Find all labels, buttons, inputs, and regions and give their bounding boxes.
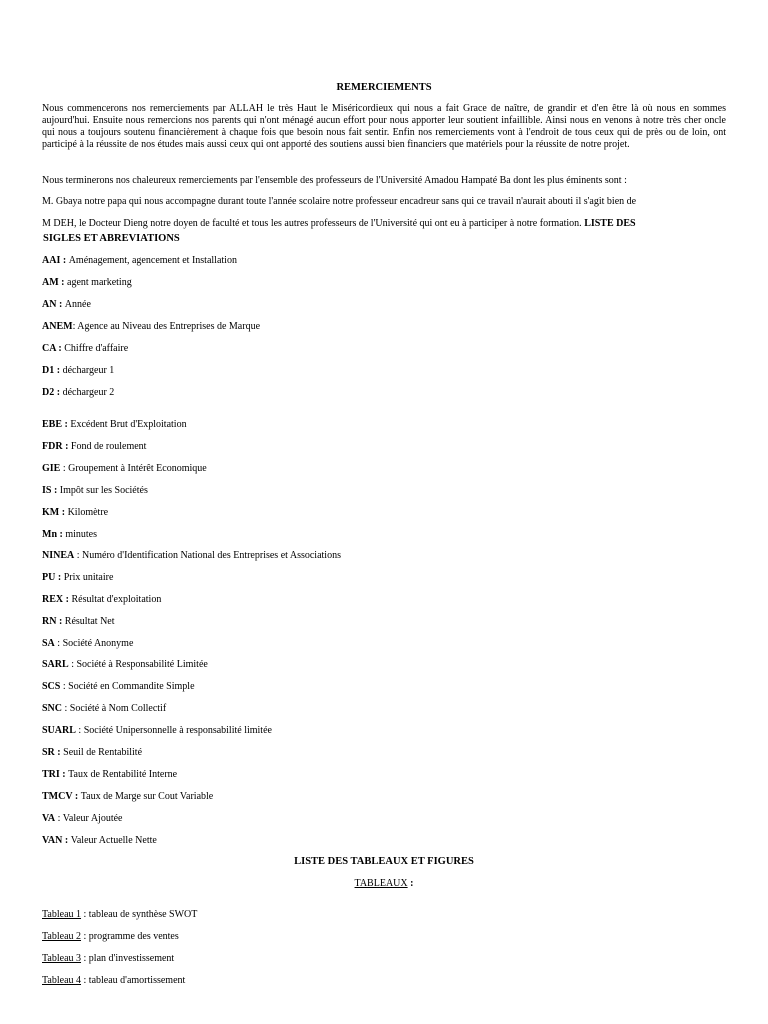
abbreviation-code: AM — [42, 277, 59, 288]
abbreviation-definition: Valeur Actuelle Nette — [70, 835, 157, 846]
abbreviation-separator: : — [60, 255, 69, 266]
abbreviation-definition: Valeur Ajoutée — [62, 813, 123, 824]
abbreviation-item — [42, 441, 146, 453]
abbreviation-item — [42, 550, 341, 562]
abbreviation-code: AAI — [42, 255, 61, 266]
abbreviation-item — [42, 616, 115, 628]
abbreviation-definition: Excédent Brut d'Exploitation — [70, 419, 187, 430]
abbreviation-item — [42, 321, 260, 333]
tableau-item — [42, 953, 174, 965]
abbreviation-item — [42, 387, 114, 399]
abbreviation-definition: Kilomètre — [67, 507, 109, 518]
abbreviation-item — [42, 419, 187, 431]
abbreviation-definition: Groupement à Intérêt Economique — [68, 463, 207, 474]
abbreviation-definition: Société en Commandite Simple — [68, 681, 195, 692]
tableau-link[interactable]: Tableau 4 — [42, 975, 82, 986]
abbreviation-separator: : — [55, 572, 64, 583]
abbreviation-separator: : — [68, 659, 77, 670]
tableau-description: : programme des ventes — [81, 931, 179, 942]
abbreviation-item — [42, 507, 108, 519]
abbreviation-code: SARL — [42, 659, 69, 670]
abbreviation-code: ANEM — [42, 321, 73, 332]
tableau-item — [42, 975, 185, 987]
abbreviation-separator: : — [62, 835, 71, 846]
abbreviation-item — [42, 638, 133, 650]
abbreviation-definition: Société Anonyme — [62, 638, 134, 649]
abbreviation-code: TRI — [42, 769, 60, 780]
abbreviation-separator: : — [54, 747, 64, 758]
abbreviation-separator: : — [54, 365, 63, 376]
abbreviation-separator: : — [62, 419, 71, 430]
abbreviation-code: SNC — [42, 703, 63, 714]
abbreviation-item — [42, 791, 213, 803]
abbreviation-definition: Fond de roulement — [70, 441, 147, 452]
abbreviation-separator: : — [60, 463, 69, 474]
abbreviation-code: NINEA — [42, 550, 75, 561]
abbreviation-separator: : — [62, 703, 70, 714]
section-heading-sigles: SIGLES ET ABREVIATIONS — [43, 233, 180, 244]
abbreviation-definition: Société à Responsabilité Limitée — [76, 659, 208, 670]
abbreviation-separator: : — [54, 638, 63, 649]
abbreviation-definition: Numéro d'Identification National des Entreprises et Associations — [82, 550, 341, 561]
tableau-link[interactable]: Tableau 1 — [42, 909, 82, 920]
abbreviation-code: REX — [42, 594, 64, 605]
abbreviation-item — [42, 255, 237, 267]
abbreviation-item — [42, 277, 132, 289]
abbreviation-code: CA — [42, 343, 56, 354]
abbreviation-code: VA — [42, 813, 56, 824]
page-title: REMERCIEMENTS — [336, 82, 432, 93]
abbreviation-code: VAN — [42, 835, 63, 846]
tableau-description: : plan d'investissement — [81, 953, 175, 964]
abbreviation-separator: : — [59, 769, 69, 780]
tableau-link[interactable]: Tableau 3 — [42, 953, 82, 964]
tableau-item — [42, 909, 197, 921]
abbreviation-definition: Société à Nom Collectif — [69, 703, 167, 714]
abbreviation-definition: déchargeur 1 — [62, 365, 115, 376]
abbreviation-code: SUARL — [42, 725, 76, 736]
abbreviation-code: GIE — [42, 463, 61, 474]
section-heading-start: LISTE DES — [584, 218, 636, 229]
abbreviation-code: AN — [42, 299, 57, 310]
abbreviation-code: PU — [42, 572, 56, 583]
abbreviation-separator: : — [55, 343, 65, 354]
tableaux-heading-label: TABLEAUX — [354, 878, 408, 889]
abbreviation-code: D1 — [42, 365, 55, 376]
abbreviation-definition: Impôt sur les Sociétés — [59, 485, 148, 496]
abbreviation-item — [42, 572, 113, 584]
abbreviation-separator: : — [72, 321, 78, 332]
tableaux-heading-colon: : — [407, 878, 414, 889]
abbreviation-code: D2 — [42, 387, 55, 398]
abbreviation-code: RN — [42, 616, 57, 627]
abbreviation-separator: : — [51, 485, 60, 496]
abbreviation-item — [42, 747, 142, 759]
abbreviation-item — [42, 769, 177, 781]
abbreviation-separator: : — [57, 529, 66, 540]
abbreviation-definition: Seuil de Rentabilité — [63, 747, 143, 758]
abbreviation-code: IS — [42, 485, 52, 496]
paragraph-line: M. Gbaya notre papa qui nous accompagne durant toute l'année scolaire notre professeur encadreur sans qui ce travail n'aurait abouti il s'agit bien de — [42, 196, 637, 207]
abbreviation-definition: Taux de Marge sur Cout Variable — [80, 791, 214, 802]
abbreviation-code: SR — [42, 747, 55, 758]
abbreviation-item — [42, 343, 128, 355]
abbreviation-definition: Aménagement, agencement et Installation — [68, 255, 237, 266]
abbreviation-code: SCS — [42, 681, 61, 692]
abbreviation-definition: minutes — [65, 529, 98, 540]
paragraph-line: M DEH, le Docteur Dieng notre doyen de faculté et tous les autres professeurs de l'Université qui ont eu à participer à notre formation. — [42, 218, 582, 229]
abbreviation-item — [42, 681, 195, 693]
abbreviation-item — [42, 365, 114, 377]
abbreviation-code: FDR — [42, 441, 63, 452]
abbreviation-definition: agent marketing — [67, 277, 132, 288]
tableau-description: : tableau de synthèse SWOT — [81, 909, 198, 920]
abbreviation-item — [42, 659, 208, 671]
abbreviation-separator: : — [56, 616, 65, 627]
abbreviation-separator: : — [63, 594, 72, 605]
abbreviation-item — [42, 725, 272, 737]
abbreviation-separator: : — [54, 387, 63, 398]
abbreviation-item — [42, 594, 161, 606]
abbreviation-item — [42, 529, 97, 541]
abbreviation-item — [42, 463, 207, 475]
abbreviation-separator: : — [56, 299, 65, 310]
abbreviation-separator: : — [75, 725, 84, 736]
abbreviation-definition: Année — [64, 299, 91, 310]
section-heading-tables: LISTE DES TABLEAUX ET FIGURES — [294, 856, 474, 867]
abbreviation-code: Mn — [42, 529, 57, 540]
abbreviation-code: KM — [42, 507, 60, 518]
paragraph-thanks-professors: Nous terminerons nos chaleureux remerciements par l'ensemble des professeurs de l'Université Amadou Hampaté Ba dont les plus éminents sont : — [42, 175, 627, 186]
abbreviation-item — [42, 835, 157, 847]
abbreviation-code: TMCV — [42, 791, 73, 802]
abbreviation-separator: : — [58, 277, 68, 288]
abbreviation-definition: déchargeur 2 — [62, 387, 115, 398]
abbreviation-code: EBE — [42, 419, 63, 430]
tableaux-heading — [0, 878, 768, 890]
abbreviation-definition: Société Unipersonnelle à responsabilité limitée — [83, 725, 272, 736]
abbreviation-item — [42, 703, 166, 715]
paragraph-thanks-intro: Nous commencerons nos remerciements par ALLAH le très Haut le Miséricordieux qui nous a fait Grace de naître, de grandir et d'en être là où nous en sommes aujourd'hui. Ensuite nous remercions nos parents qui n'ont ménagé aucun effort pour nous apporter leur soutient infaillible. Ainsi nous en venons à notre très cher oncle qui nous a toujours soutenu financièrement à chaque fois que besoin nous fait sentir. Enfin nos remerciements vont à l'endroit de tous ceux qui de près ou de loin, ont participé à la réussite de nos études mais aussi ceux qui ont apporté des soutiens aussi bien financiers que matériels pour la réussite de notre projet. — [42, 103, 726, 150]
abbreviation-definition: Taux de Rentabilité Interne — [68, 769, 178, 780]
abbreviation-separator: : — [59, 507, 68, 518]
abbreviation-separator: : — [74, 550, 83, 561]
abbreviation-definition: Agence au Niveau des Entreprises de Marque — [77, 321, 261, 332]
abbreviation-definition: Chiffre d'affaire — [64, 343, 129, 354]
abbreviation-definition: Prix unitaire — [63, 572, 114, 583]
abbreviation-separator: : — [72, 791, 81, 802]
paragraph-line-with-heading — [42, 218, 726, 230]
tableau-item — [42, 931, 179, 943]
abbreviation-item — [42, 485, 148, 497]
abbreviation-separator: : — [55, 813, 63, 824]
abbreviation-definition: Résultat Net — [64, 616, 115, 627]
abbreviation-separator: : — [60, 681, 69, 692]
abbreviation-definition: Résultat d'exploitation — [71, 594, 162, 605]
abbreviation-separator: : — [62, 441, 71, 452]
abbreviation-item — [42, 813, 122, 825]
abbreviation-item — [42, 299, 91, 311]
paragraph-thanks-names — [42, 196, 726, 230]
abbreviation-code: SA — [42, 638, 55, 649]
tableau-description: : tableau d'amortissement — [81, 975, 186, 986]
tableau-link[interactable]: Tableau 2 — [42, 931, 82, 942]
